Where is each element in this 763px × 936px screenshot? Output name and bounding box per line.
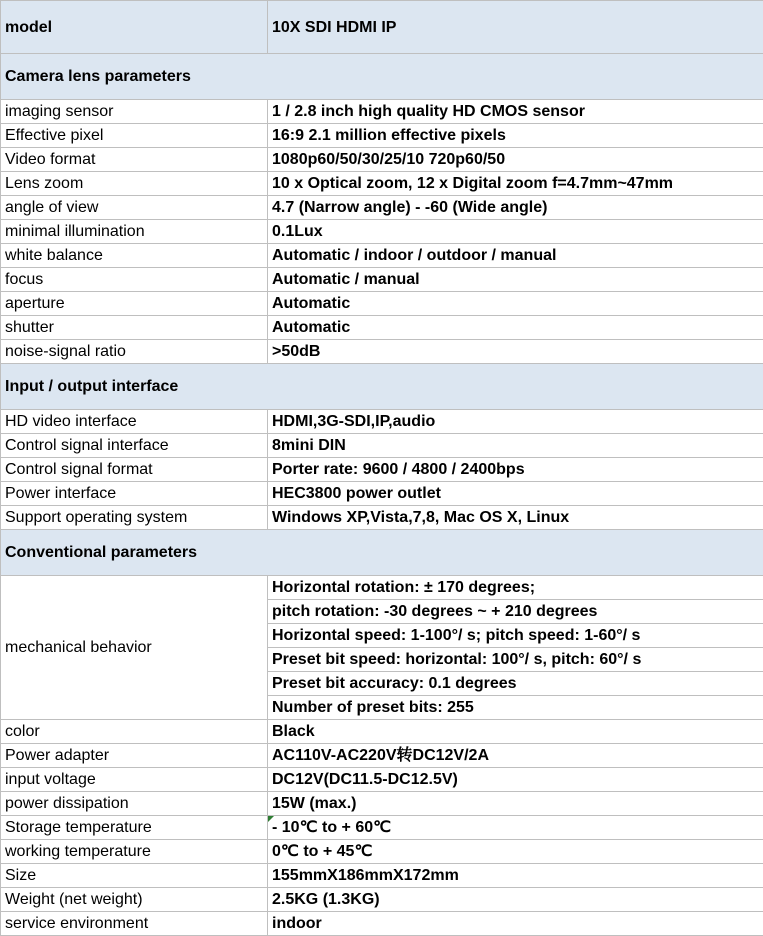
table-row (1, 172, 763, 196)
table-row (1, 268, 763, 292)
header-row (1, 1, 763, 54)
table-row (1, 506, 763, 530)
row-label: Weight (net weight) (1, 888, 268, 912)
table-row (1, 458, 763, 482)
row-label: input voltage (1, 768, 268, 792)
row-label: HD video interface (1, 410, 268, 434)
row-label: Control signal interface (1, 434, 268, 458)
table-row (1, 148, 763, 172)
section-row-io (1, 364, 763, 410)
row-label: Support operating system (1, 506, 268, 530)
row-value: 8mini DIN (268, 434, 763, 458)
row-value: 155mmX186mmX172mm (268, 864, 763, 888)
table-row (1, 744, 763, 768)
row-label: Power interface (1, 482, 268, 506)
row-label-mechanical: mechanical behavior (1, 576, 268, 720)
row-value: HEC3800 power outlet (268, 482, 763, 506)
row-value: Automatic (268, 316, 763, 340)
row-label: imaging sensor (1, 100, 268, 124)
row-value: 15W (max.) (268, 792, 763, 816)
mechanical-line: pitch rotation: -30 degrees ~ + 210 degrees (268, 600, 763, 624)
row-value: Porter rate: 9600 / 4800 / 2400bps (268, 458, 763, 482)
mechanical-line: Horizontal speed: 1-100°/ s; pitch speed: 1-60°/ s (268, 624, 763, 648)
table-row (1, 816, 763, 840)
row-value: Black (268, 720, 763, 744)
row-value: Automatic / manual (268, 268, 763, 292)
row-label: Size (1, 864, 268, 888)
section-row-camera (1, 54, 763, 100)
row-value: Automatic / indoor / outdoor / manual (268, 244, 763, 268)
table-row (1, 792, 763, 816)
table-row (1, 100, 763, 124)
row-value: 16:9 2.1 million effective pixels (268, 124, 763, 148)
row-label: Effective pixel (1, 124, 268, 148)
table-row (1, 220, 763, 244)
row-label: power dissipation (1, 792, 268, 816)
table-row (1, 576, 763, 600)
table-row (1, 864, 763, 888)
table-row (1, 410, 763, 434)
row-value: HDMI,3G-SDI,IP,audio (268, 410, 763, 434)
mechanical-line: Horizontal rotation: ± 170 degrees; (268, 576, 763, 600)
row-value: DC12V(DC11.5-DC12.5V) (268, 768, 763, 792)
row-value: - 10℃ to + 60℃ (268, 816, 763, 840)
section-title: Input / output interface (1, 364, 763, 410)
section-title: Conventional parameters (1, 530, 763, 576)
row-label: focus (1, 268, 268, 292)
table-row (1, 244, 763, 268)
table-row (1, 768, 763, 792)
row-value: 0℃ to + 45℃ (268, 840, 763, 864)
row-value: Windows XP,Vista,7,8, Mac OS X, Linux (268, 506, 763, 530)
table-row (1, 434, 763, 458)
row-value: >50dB (268, 340, 763, 364)
section-title: Camera lens parameters (1, 54, 763, 100)
row-value: 10 x Optical zoom, 12 x Digital zoom f=4.7mm~47mm (268, 172, 763, 196)
row-label: angle of view (1, 196, 268, 220)
row-value: indoor (268, 912, 763, 936)
mechanical-line: Preset bit accuracy: 0.1 degrees (268, 672, 763, 696)
row-value: 2.5KG (1.3KG) (268, 888, 763, 912)
row-label: aperture (1, 292, 268, 316)
table-row (1, 912, 763, 936)
row-value: 4.7 (Narrow angle) - -60 (Wide angle) (268, 196, 763, 220)
row-label: color (1, 720, 268, 744)
mechanical-line: Number of preset bits: 255 (268, 696, 763, 720)
row-value: AC110V-AC220V转DC12V/2A (268, 744, 763, 768)
row-label: Lens zoom (1, 172, 268, 196)
table-row (1, 340, 763, 364)
row-label: Control signal format (1, 458, 268, 482)
header-value: 10X SDI HDMI IP (268, 1, 763, 54)
table-row (1, 720, 763, 744)
row-label: service environment (1, 912, 268, 936)
row-label: noise-signal ratio (1, 340, 268, 364)
table-row (1, 196, 763, 220)
row-value: Automatic (268, 292, 763, 316)
row-label: working temperature (1, 840, 268, 864)
table-row (1, 316, 763, 340)
row-label: shutter (1, 316, 268, 340)
row-value: 1080p60/50/30/25/10 720p60/50 (268, 148, 763, 172)
row-label: Video format (1, 148, 268, 172)
table-row (1, 840, 763, 864)
row-label: white balance (1, 244, 268, 268)
mechanical-line: Preset bit speed: horizontal: 100°/ s, pitch: 60°/ s (268, 648, 763, 672)
section-row-conventional (1, 530, 763, 576)
table-row (1, 124, 763, 148)
header-label: model (1, 1, 268, 54)
row-value: 1 / 2.8 inch high quality HD CMOS sensor (268, 100, 763, 124)
table-row (1, 482, 763, 506)
row-label: Power adapter (1, 744, 268, 768)
table-row (1, 292, 763, 316)
row-label: minimal illumination (1, 220, 268, 244)
row-label: Storage temperature (1, 816, 268, 840)
row-value: 0.1Lux (268, 220, 763, 244)
table-row (1, 888, 763, 912)
